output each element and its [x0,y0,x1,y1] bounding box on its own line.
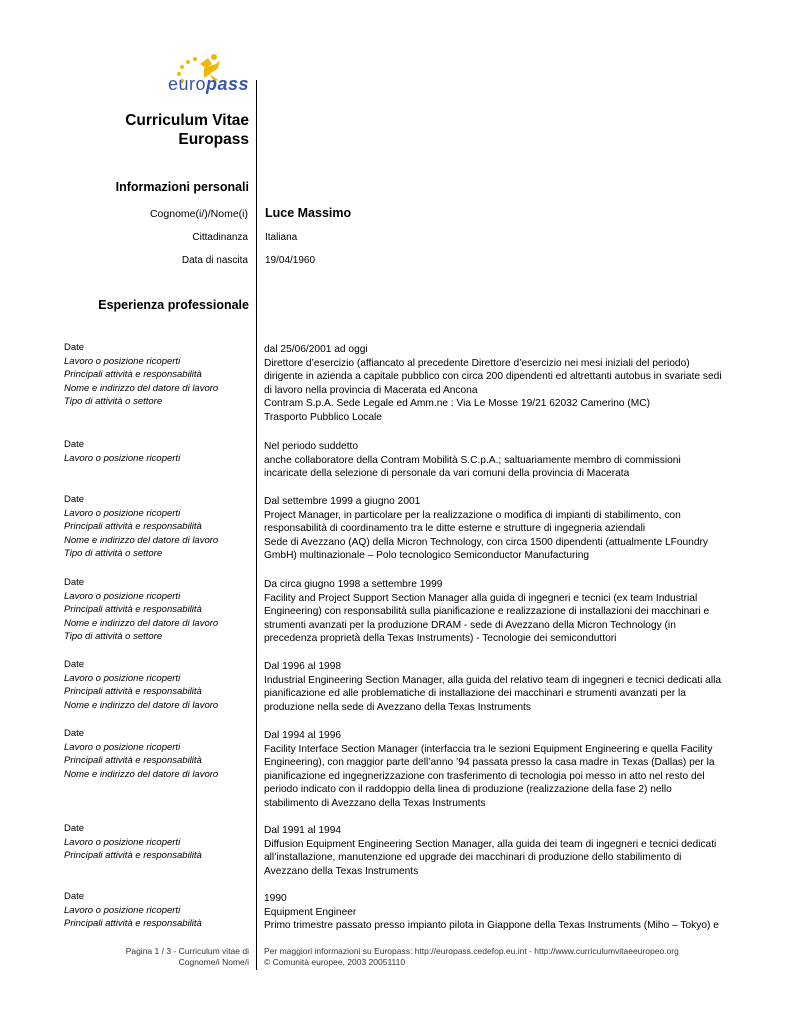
entry-text-line: Engineering), con maggior parte dell’anno ’94 passata presso la casa madre in Texas (Dallas) per la [264,757,715,768]
entry-field-label: Lavoro o posizione ricoperti [64,507,181,519]
entry-text-line: di lavoro nella provincia di Macerata ed Ancona [264,384,478,396]
entry-content [264,343,722,424]
entry-content [264,892,719,933]
entry-date-label: Date [64,823,85,834]
name-label: Cognome(i/)/Nome(i) [149,208,248,220]
entry-text-line: stabilimento di Avezzano della Texas Instruments [264,797,486,809]
entry-text-line: Diffusion Equipment Engineering Section Manager, alla guida dei team di ingegneri e tecnici dedicati [264,838,717,850]
entry-text-line: Project Manager, in particolare per la realizzazione o modifica di impianti di stabilimento, con [264,509,681,521]
birth-label: Data di nascita [181,255,248,266]
footer-left [29,946,249,968]
entry-text-line: Avezzano della Texas Instruments [264,865,419,877]
entry-period: 1990 [264,893,287,904]
entry-text-line: Equipment Engineer [264,906,357,918]
citizenship-label: Cittadinanza [192,232,248,243]
entry-text-line: Engineering) con responsabilità sulla pianificazione e realizzazione di installazioni dei macchinari e [264,606,710,617]
entry-text-line: precedenza proprietà della Texas Instruments) - Tecnologie dei semiconduttori [264,633,617,644]
entry-field-label: Principali attività e responsabilità [64,686,202,697]
entry-field-label: Tipo di attività o settore [64,396,163,407]
entry-date-label: Date [64,659,85,670]
entry-field-label: Nome e indirizzo del datore di lavoro [64,382,219,394]
footer-info-links: Per maggiori informazioni su Europass: http://europass.cedefop.eu.int - http://www.curriculumvitaeeuropeo.org [264,946,679,956]
entry-field-label: Nome e indirizzo del datore di lavoro [64,768,219,780]
entry-text-line: pianificazione ed ingegnerizzazione con trasferimento di tecnologia poi messo in atto nel resto del [264,770,705,782]
entry-labels [64,658,254,712]
entry-date-label: Date [64,891,85,902]
entry-text-line: GmbH) multinazionale – Polo tecnologico Semiconductor Manufacturing [264,550,590,561]
entry-text-line: anche collaboratore della Contram Mobilità S.C.p.A.; saltuariamente membro di commissioni [264,454,681,466]
entry-field-label: Lavoro o posizione ricoperti [64,904,181,916]
entry-period: Dal 1996 al 1998 [264,661,342,672]
entry-content [264,495,716,563]
entry-field-label: Nome e indirizzo del datore di lavoro [64,617,219,629]
europass-logo [160,50,252,98]
entry-labels [64,493,254,561]
entry-date-label: Date [64,577,85,588]
entry-field-label: Tipo di attività o settore [64,631,163,642]
entry-period: dal 25/06/2001 ad oggi [264,344,368,355]
entry-text-line: produzione nella sede di Avezzano della Texas Instruments [264,701,531,713]
personal-info-heading: Informazioni personali [115,180,249,194]
entry-text-line: dirigente in azienda a capitale pubblico con circa 200 dipendenti ed altrettanti autobus in svariate sedi [264,371,722,382]
entry-text-line: Direttore d’esercizio (affiancato al precedente Direttore d’esercizio nei mesi iniziali del periodo) [264,357,690,369]
entry-field-label: Lavoro o posizione ricoperti [64,836,181,848]
entry-field-label: Principali attività e responsabilità [64,521,202,532]
entry-labels [64,727,254,781]
entry-labels [64,890,254,931]
entry-date-label: Date [64,439,85,450]
entry-period: Dal 1991 al 1994 [264,825,342,836]
cv-title-line2: Europass [178,131,249,148]
entry-labels [64,576,254,644]
entry-field-label: Principali attività e responsabilità [64,850,202,861]
entry-text-line: pianificazione ed alle problematiche di installazione dei macchinari e strumenti avanzati per la [264,688,686,699]
birth-value: 19/04/1960 [265,255,316,266]
entry-labels [64,822,254,863]
entry-text-line: Sede di Avezzano (AQ) della Micron Technology, con circa 1500 dipendenti (attualmente LFoundry [264,536,708,548]
entry-text-line: strumenti avanzati per la produzione DRAM - sede di Avezzano della Micron Technology (in [264,619,676,631]
experience-heading: Esperienza professionale [98,298,249,312]
entry-text-line: Contram S.p.A. Sede Legale ed Amm.ne : Via Le Mosse 19/21 62032 Camerino (MC) [264,398,651,409]
entry-field-label: Lavoro o posizione ricoperti [64,672,181,684]
entry-text-line: responsabilità di coordinamento tra le ditte esterne e strutture di ingegneria aziendali [264,523,646,534]
footer-name-info: Cognome/i Nome/i [178,957,249,967]
footer-page-info: Pagina 1 / 3 - Curriculum vitae di [125,946,249,956]
entry-date-label: Date [64,728,85,739]
entry-field-label: Tipo di attività o settore [64,548,163,559]
entry-field-label: Principali attività e responsabilità [64,755,202,766]
footer-right [264,946,679,968]
footer-copyright: © Comunità europee, 2003 20051110 [264,957,406,967]
entry-field-label: Lavoro o posizione ricoperti [64,452,181,464]
logo-wordmark: europass [168,74,250,94]
entry-period: Dal 1994 al 1996 [264,730,342,741]
entry-field-label: Principali attività e responsabilità [64,604,202,615]
entry-field-label: Principali attività e responsabilità [64,369,202,380]
entry-text-line: Trasporto Pubblico Locale [264,411,382,423]
entry-text-line: Facility Interface Section Manager (interfaccia tra le sezioni Equipment Engineering e quella Facility [264,743,713,755]
entry-period: Dal settembre 1999 a giugno 2001 [264,496,421,507]
entry-text-line: Facility and Project Support Section Manager alla guida di ingegneri e tecnici (ex team Industrial [264,592,698,604]
entry-labels [64,341,254,409]
column-separator [256,80,257,950]
entry-field-label: Nome e indirizzo del datore di lavoro [64,534,219,546]
entry-content [264,824,716,878]
entry-field-label: Lavoro o posizione ricoperti [64,741,181,753]
entry-content [264,578,716,646]
entry-period: Nel periodo suddetto [264,441,359,452]
entry-field-label: Nome e indirizzo del datore di lavoro [64,699,219,711]
entry-date-label: Date [64,494,85,505]
entry-field-label: Lavoro o posizione ricoperti [64,355,181,367]
footer-separator [256,944,257,970]
entry-text-line: Primo trimestre passato presso impianto pilota in Giappone della Texas Instruments (Miho – Tokyo) e [264,920,719,931]
entry-text-line: periodo indicato con il raddoppio della linea di produzione (realizzazione della fase 2) nello [264,784,672,795]
entry-field-label: Principali attività e responsabilità [64,918,202,929]
entry-content [264,440,716,481]
entry-content [264,729,716,810]
cv-title-line1: Curriculum Vitae [125,112,249,129]
entry-period: Da circa giugno 1998 a settembre 1999 [264,579,443,590]
entry-text-line: Industrial Engineering Section Manager, alla guida del relativo team di ingegneri e tecnici dedicati alla [264,674,722,686]
entry-text-line: all’installazione, manutenzione ed upgrade dei macchinari di produzione dello stabilimento di [264,852,682,863]
cv-title [49,111,249,149]
entry-date-label: Date [64,342,85,353]
citizenship-value: Italiana [265,232,298,243]
entry-content [264,660,722,714]
name-value: Luce Massimo [265,206,352,220]
entry-text-line: incaricate della selezione di personale da vari comuni della provincia di Macerata [264,468,630,479]
entry-field-label: Lavoro o posizione ricoperti [64,590,181,602]
entry-labels [64,438,254,465]
